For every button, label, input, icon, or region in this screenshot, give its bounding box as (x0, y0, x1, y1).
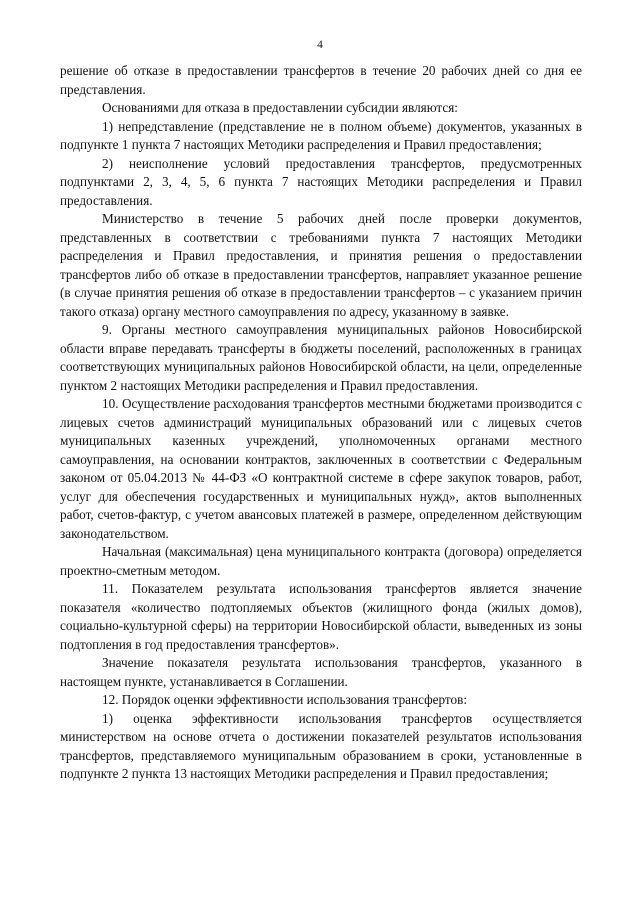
paragraph: 12. Порядок оценки эффективности использования трансфертов: (102, 692, 467, 707)
paragraph: 2) неисполнение условий предоставления трансфертов, предусмотренных подпунктами 2, 3, 4, 5, 6 пункта 7 настоящих Методики распределения и Правил предоставления. (60, 155, 582, 208)
page-number: 4 (317, 39, 323, 51)
document-body (60, 62, 582, 784)
paragraph: 10. Осуществление расходования трансфертов местными бюджетами производится с лицевых счетов администраций муниципальных образований или с лицевых счетов муниципальных казенных учреждений, уполномоченных органами местного самоуправления, на основании контрактов, заключенных в соответствии с Федеральным законом от 05.04.2013 № 44-ФЗ «О контрактной системе в сфере закупок товаров, работ, услуг для обеспечения государственных и муниципальных нужд», актов выполненных работ, счетов-фактур, с учетом авансовых платежей в размере, определенном действующим законодательством. (60, 396, 582, 541)
paragraph: Начальная (максимальная) цена муниципального контракта (договора) определяется проектно-сметным методом. (60, 544, 582, 578)
paragraph: решение об отказе в предоставлении трансфертов в течение 20 рабочих дней со дня ее представления. (60, 63, 582, 97)
paragraph: Основаниями для отказа в предоставлении субсидии являются: (102, 100, 458, 115)
paragraph: 1) оценка эффективности использования трансфертов осуществляется министерством на основе отчета о достижении показателей результатов использования трансфертов, представляемого муниципальным образованием в сроки, установленные в подпункте 2 пункта 13 настоящих Методики распределения и Правил предоставления; (60, 710, 582, 781)
paragraph: Министерство в течение 5 рабочих дней после проверки документов, представленных в соответствии с требованиями пункта 7 настоящих Методики распределения и Правил предоставления, и принятия решения о предоставлении трансфертов либо об отказе в предоставлении трансфертов, направляет указанное решение (в случае принятия решения об отказе в предоставлении трансфертов – с указанием причин такого отказа) органу местного самоуправления по адресу, указанному в заявке. (60, 211, 582, 319)
paragraph: 9. Органы местного самоуправления муниципальных районов Новосибирской области вправе передавать трансферты в бюджеты поселений, расположенных в границах соответствующих муниципальных районов Новосибирской области, на цели, определенные пунктом 2 настоящих Методики распределения и Правил предоставления. (60, 322, 582, 393)
paragraph: 11. Показателем результата использования трансфертов является значение показателя «количество подтопляемых объектов (жилищного фонда (жилых домов), социально-культурной сферы) на территории Новосибирской области, выведенных из зоны подтопления в год предоставления трансфертов». (60, 581, 582, 652)
paragraph: Значение показателя результата использования трансфертов, указанного в настоящем пункте, устанавливается в Соглашении. (60, 655, 582, 689)
paragraph: 1) непредставление (представление не в полном объеме) документов, указанных в подпункте 1 пункта 7 настоящих Методики распределения и Правил предоставления; (60, 118, 582, 152)
